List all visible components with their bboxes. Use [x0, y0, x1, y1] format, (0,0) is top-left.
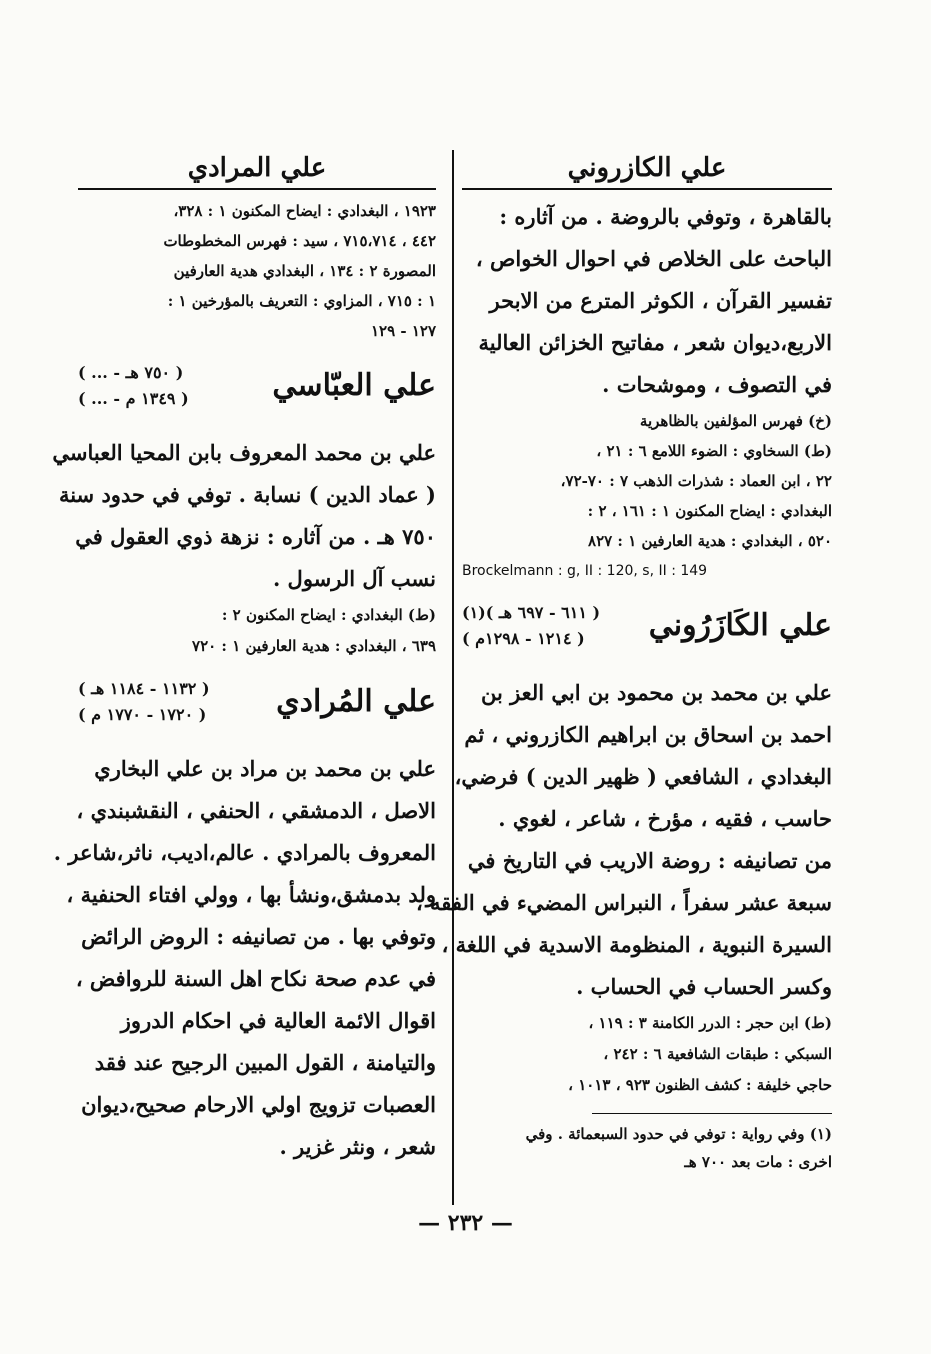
reference-line: (ط) ابن حجر : الدرر الكامنة ٣ : ١١٩ ،: [588, 1014, 832, 1032]
reference-line: (ط) السخاوي : الضوء اللامع ٦ : ٢١ ،: [596, 442, 832, 460]
reference-line: حاجي خليفة : كشف الظنون ٩٢٣ ، ١٠١٣ ،: [568, 1076, 832, 1094]
header-rule: [462, 188, 832, 190]
body-line: الاصل ، الدمشقي ، الحنفي ، النقشبندي ،: [76, 798, 436, 823]
gregorian-dates: ( ١٧٢٠ - ١٧٧٠ م ): [78, 705, 207, 724]
body-line: اقوال الائمة العالية في احكام الدروز: [120, 1008, 436, 1033]
continued-references: [462, 406, 832, 586]
hijri-dates: (١)( ٦١١ - ٦٩٧ هـ ): [462, 603, 601, 622]
footnote-line: (١) وفي رواية : توفي في حدود السبعمائة . وفي: [525, 1125, 832, 1143]
body-line: العصبات تزويج اولي الارحام صحيح،ديوان: [81, 1092, 436, 1117]
left-column: [52, 150, 436, 1168]
entry-references: [78, 600, 436, 662]
entry-heading: [78, 360, 436, 432]
reference-line: السبكي : طبقات الشافعية ٦ : ٢٤٢ ،: [603, 1045, 832, 1063]
body-line: من تصانيفه : روضة الاريب في التاريخ في: [467, 848, 832, 873]
body-line: علي بن محمد المعروف بابن المحيا العباسي: [52, 440, 436, 465]
entry-dates: [78, 360, 189, 412]
footnote-line: اخرى : مات بعد ٧٠٠ هـ: [684, 1153, 832, 1171]
body-line: ( عماد الدين ) نسابة . توفي في حدود سنة: [58, 482, 436, 507]
continued-body: [462, 196, 832, 406]
body-line: ولد بدمشق،ونشأ بها ، وولي افتاء الحنفية ،: [66, 882, 436, 907]
reference-line: ٥٢٠ ، البغدادي : هدية العارفين ١ : ٨٢٧: [588, 532, 832, 550]
entry-heading: [78, 676, 436, 748]
running-head-left: علي المرادي: [187, 153, 327, 183]
entry-body: [415, 672, 832, 1008]
body-line: علي بن محمد بن محمود بن ابي العز بن: [480, 680, 832, 705]
body-line: وكسر الحساب في الحساب .: [576, 974, 832, 999]
entry-heading: [462, 600, 832, 672]
reference-line: (ط) البغدادي : ايضاح المكنون ٢ :: [221, 606, 436, 624]
body-line: الباحث على الخلاص في احوال الخواص ،: [475, 246, 832, 271]
entry-references: [462, 1008, 832, 1101]
body-line: تفسير القرآن ، الكوثر المترع من الابحر: [489, 288, 832, 313]
header-rule: [78, 188, 436, 190]
body-line: احمد بن اسحاق بن ابراهيم الكازروني ، ثم: [464, 722, 832, 747]
body-line: علي بن محمد بن مراد بن علي البخاري: [94, 756, 436, 781]
footnote-rule: [592, 1113, 832, 1114]
body-line: السيرة النبوية ، المنظومة الاسدية في اللغة ،: [441, 932, 832, 957]
entry-body: [53, 748, 436, 1168]
reference-line: ١٩٢٣ ، البغدادي : ايضاح المكنون ١ : ٣٢٨،: [173, 202, 436, 220]
reference-line: ١٢٧ - ١٢٩: [370, 322, 436, 340]
gregorian-dates: ( ... - ١٣٤٩ م ): [78, 389, 189, 408]
reference-line: ١ : ٧١٥ ، المزاوي : التعريف بالمؤرخين ١ :: [167, 292, 436, 310]
body-line: سبعة عشر سفراً ، النبراس المضيء في الفقه ،: [415, 890, 832, 915]
continued-references: [78, 196, 436, 346]
body-line: الاربع،ديوان شعر ، مفاتيح الخزائن العالية: [478, 330, 832, 355]
body-line: البغدادي ، الشافعي ( ظهير الدين ) فرضي،: [454, 764, 832, 789]
body-line: والتيامنة ، القول المبين الرجيح عند فقد: [94, 1050, 436, 1075]
body-line: حاسب ، فقيه ، مؤرخ ، شاعر ، لغوي .: [498, 806, 832, 831]
body-line: شعر ، ونثر غزير .: [279, 1134, 436, 1159]
gregorian-dates: ( ١٢١٤ - ١٢٩٨م ): [462, 629, 585, 648]
reference-line: ٤٤٢ ، ٧١٥،٧١٤ ، سيد : فهرس المخطوطات: [163, 232, 436, 250]
reference-line: (خ) فهرس المؤلفين بالظاهرية: [639, 412, 832, 430]
right-column: [415, 150, 832, 1176]
entry-name: علي الكَازَرُوني: [648, 608, 832, 643]
reference-line: البغدادي : ايضاح المكنون ١ : ١٦١ ، ٢ :: [587, 502, 832, 520]
body-line: المعروف بالمرادي . عالم،اديب، ناثر،شاعر .: [53, 840, 436, 865]
entry-name: علي المُرادي: [276, 684, 436, 719]
hijri-dates: ( ١١٣٢ - ١١٨٤ هـ ): [78, 679, 210, 698]
body-line: ٧٥٠ هـ . من آثاره : نزهة ذوي العقول في: [75, 524, 436, 549]
reference-line: ٦٣٩ ، البغدادي : هدية العارفين ١ : ٧٢٠: [192, 637, 436, 655]
body-line: بالقاهرة ، وتوفي بالروضة . من آثاره :: [499, 204, 832, 229]
column-divider: [452, 150, 454, 1205]
body-line: وتوفي بها . من تصانيفه : الروض الرائض: [81, 924, 436, 949]
reference-line: ٢٢ ، ابن العماد : شذرات الذهب ٧ : ٧٠-٧٢،: [560, 472, 832, 490]
page-number: — ٢٣٢ —: [418, 1210, 513, 1236]
entry-name: علي العبّاسي: [272, 368, 436, 403]
hijri-dates: ( ... - ٧٥٠ هـ ): [78, 363, 184, 382]
latin-reference: Brockelmann : g, II : 120, s, II : 149: [462, 563, 708, 579]
entry-dates: [78, 676, 210, 728]
body-line: في التصوف ، وموشحات .: [602, 372, 832, 397]
entry-body: [52, 432, 436, 600]
body-line: نسب آل الرسول .: [272, 566, 436, 591]
footnote: [462, 1120, 832, 1176]
body-line: في عدم صحة نكاح اهل السنة للروافض ،: [75, 966, 436, 991]
running-head-right: علي الكازروني: [567, 153, 727, 183]
entry-dates: [462, 600, 600, 652]
reference-line: المصورة ٢ : ١٣٤ ، البغدادي هدية العارفين: [173, 262, 436, 280]
